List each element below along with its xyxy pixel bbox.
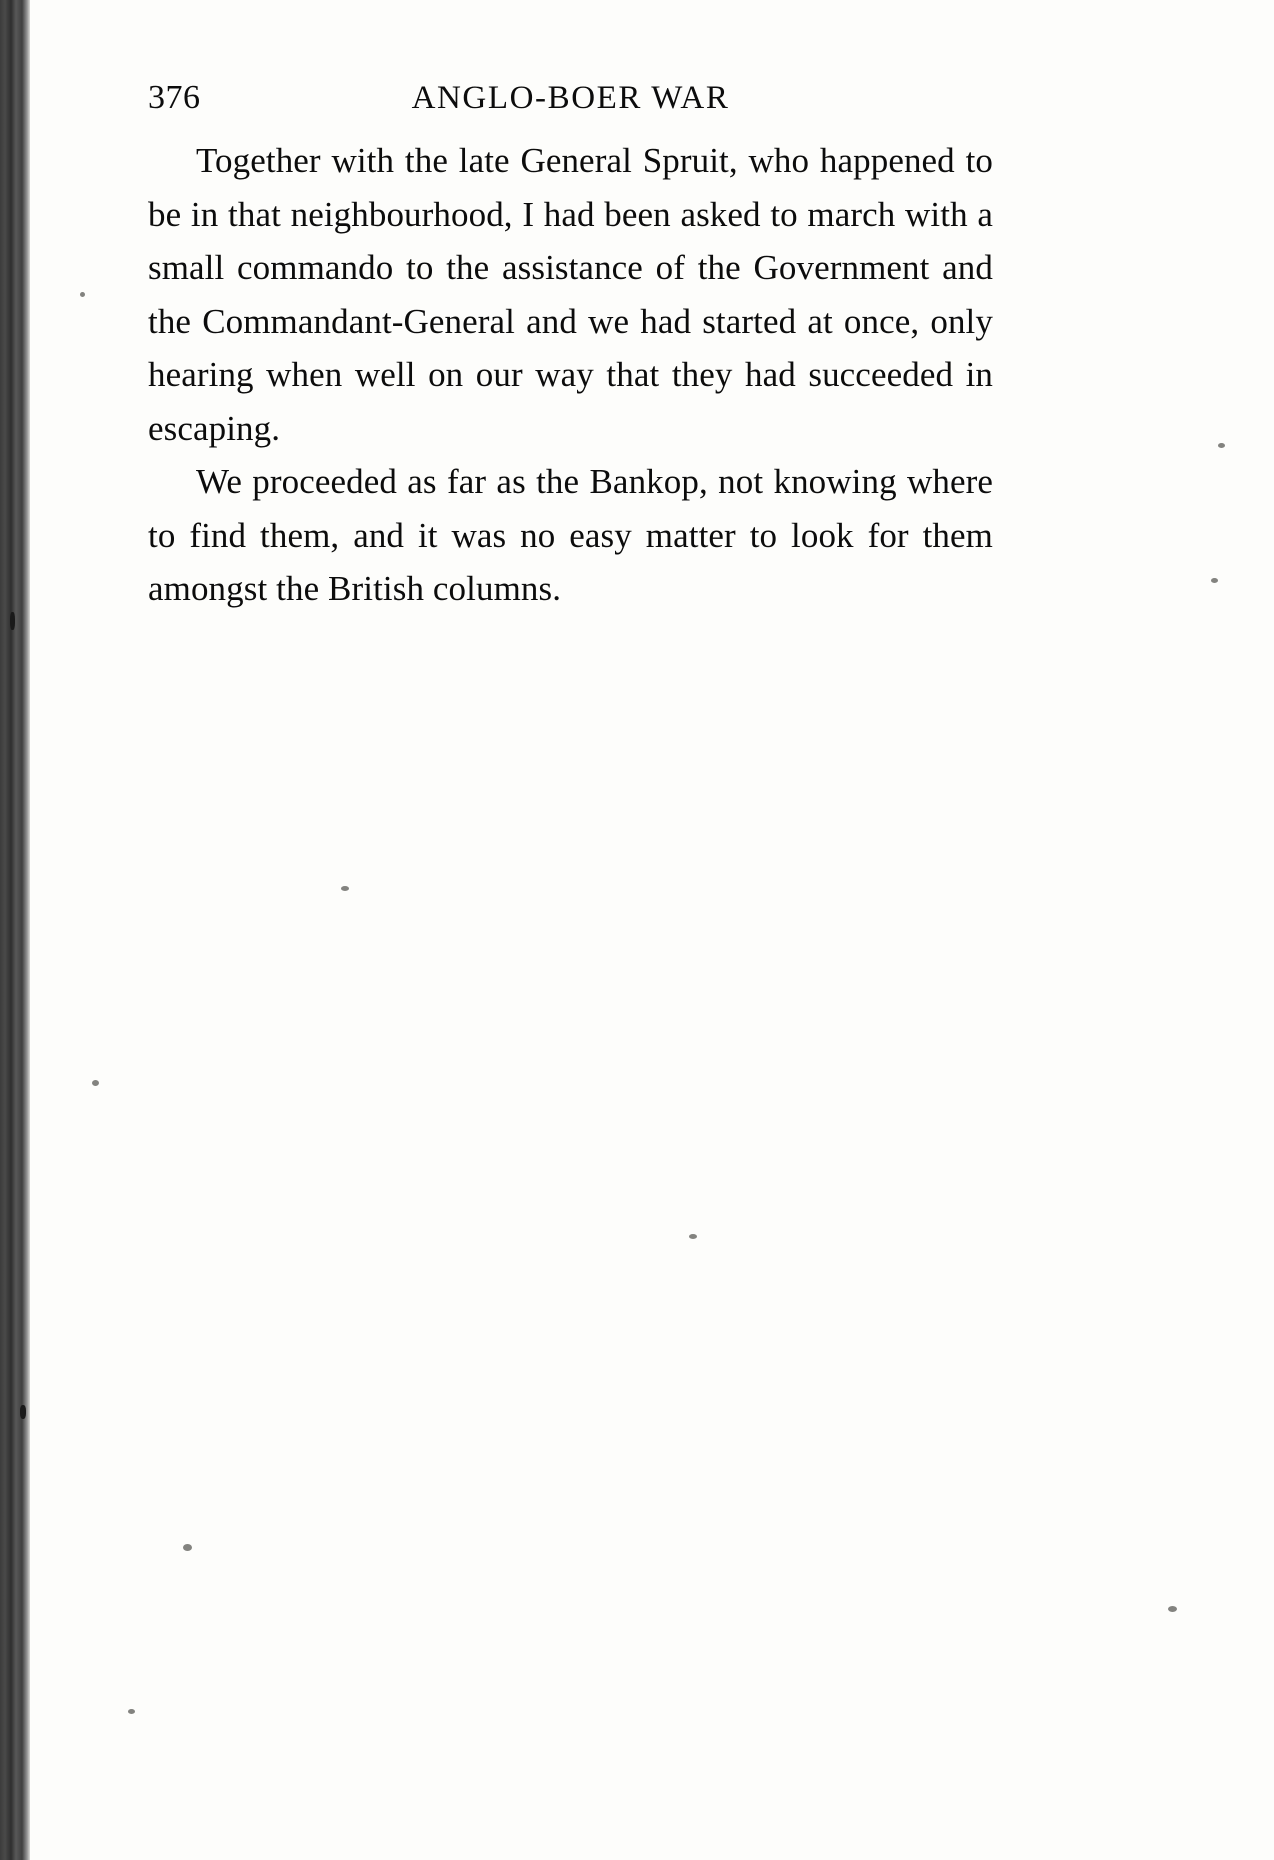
page-header xyxy=(148,76,993,120)
scan-speck xyxy=(92,1080,99,1086)
scan-speck xyxy=(10,612,15,630)
page-number: 376 xyxy=(148,79,201,116)
scan-gutter-shadow xyxy=(0,0,30,1860)
paragraph: We proceeded as far as the Bankop, not knowing where to find them, and it was no easy matter to look for them amongst the British columns. xyxy=(148,462,993,608)
scan-speck xyxy=(341,886,349,891)
scan-speck xyxy=(80,292,85,297)
scan-speck xyxy=(1211,578,1218,583)
scan-speck xyxy=(183,1544,192,1551)
running-head-title: ANGLO-BOER WAR xyxy=(411,80,730,116)
scan-speck xyxy=(1218,443,1225,448)
scan-speck xyxy=(1168,1606,1177,1612)
page-body xyxy=(148,134,993,616)
scan-speck xyxy=(128,1709,135,1714)
scan-speck xyxy=(689,1234,697,1239)
paragraph: Together with the late General Spruit, who happened to be in that neighbourhood, I had been asked to march with a small commando to the assistance of the Government and the Commandant-General and we had started at once, only hearing when well on our way that they had succeeded in escaping. xyxy=(148,141,993,448)
scan-speck xyxy=(20,1405,26,1419)
